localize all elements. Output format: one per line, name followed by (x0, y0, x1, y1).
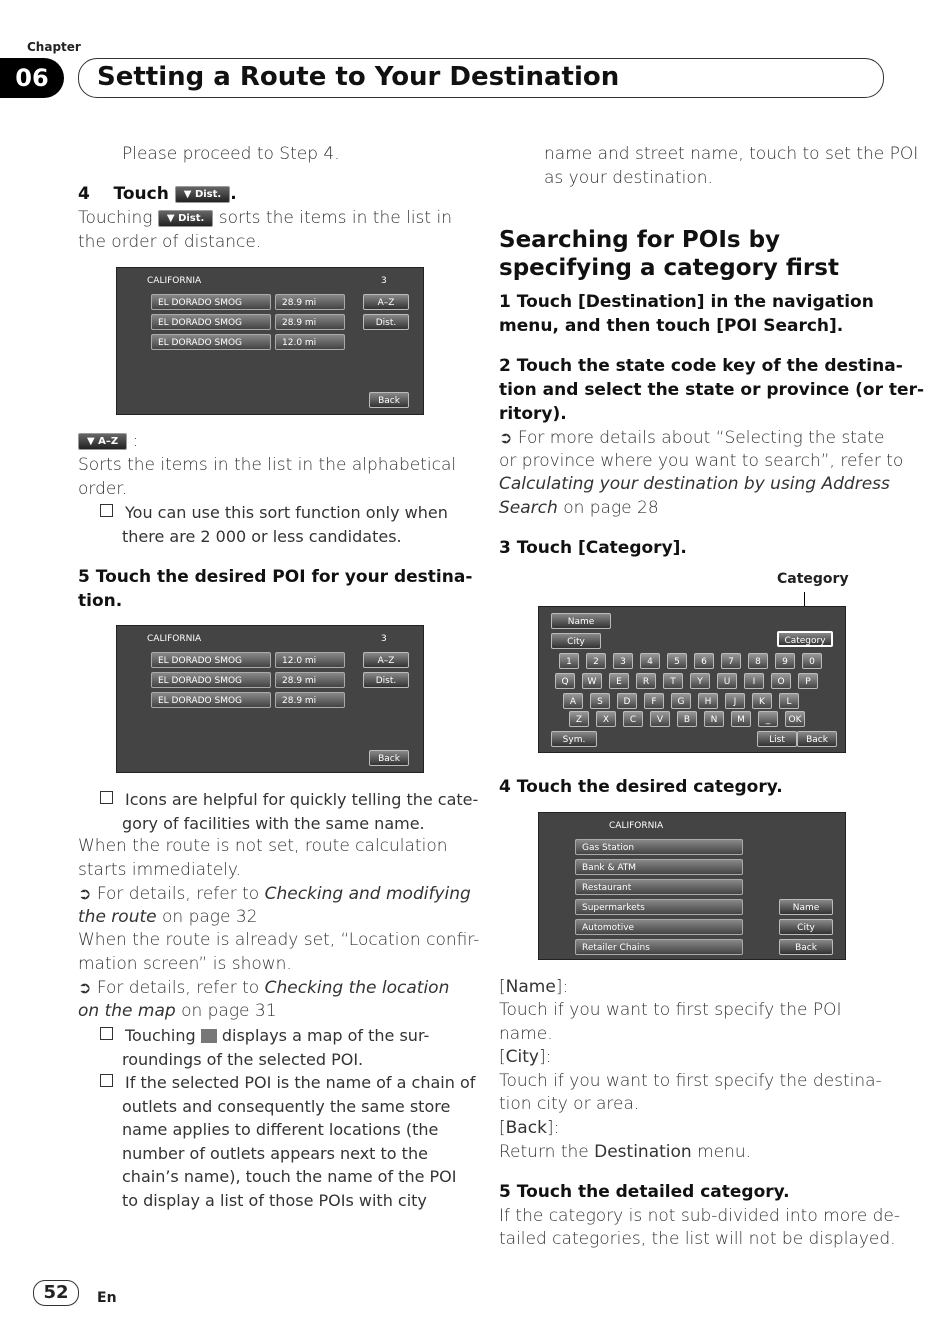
step4-heading: 4 Touch ▼ Dist. . (78, 184, 237, 204)
key: H (698, 693, 718, 709)
key: 5 (667, 653, 687, 669)
note1: You can use this sort function only when (100, 501, 448, 525)
key: 6 (694, 653, 714, 669)
key: F (644, 693, 664, 709)
page-title: Setting a Route to Your Destination (97, 62, 620, 92)
note2: Icons are helpful for quickly telling the cate- (100, 788, 478, 812)
key: Q (555, 673, 575, 689)
key: _ (758, 711, 778, 727)
key: B (677, 711, 697, 727)
key: E (609, 673, 629, 689)
map-icon (201, 1029, 217, 1043)
key: 7 (721, 653, 741, 669)
key: A (563, 693, 583, 709)
key: S (590, 693, 610, 709)
key: L (779, 693, 799, 709)
title-bar (78, 58, 884, 98)
category-callout: Category (777, 571, 849, 587)
key: Y (690, 673, 710, 689)
page-number: 52 (33, 1280, 79, 1306)
key: T (663, 673, 683, 689)
key: W (582, 673, 602, 689)
note4: If the selected POI is the name of a chain of (100, 1071, 475, 1095)
key: P (798, 673, 818, 689)
key: 8 (748, 653, 768, 669)
step4-text: Touching ▼ Dist. sorts the items in the list in (78, 208, 452, 228)
az-text: Sorts the items in the list in the alphabetical (78, 455, 457, 475)
key: OK (785, 711, 805, 727)
key: K (752, 693, 772, 709)
key: Z (569, 711, 589, 727)
language-label: En (97, 1290, 117, 1306)
keyboard-screen: Name City Category 1 2 3 4 5 6 7 8 9 0 Q W E R T Y U I O P A S D F G H J K L Z X C V B N M _ OK Sym. List Back (538, 606, 846, 753)
ref1: ➲ For details, refer to Checking and modifying (78, 884, 471, 904)
key: D (617, 693, 637, 709)
key: O (771, 673, 791, 689)
category-screen: CALIFORNIA Gas Station Bank & ATM Restaurant Supermarkets Automotive Retailer Chains Name City Back (538, 812, 846, 960)
key: 1 (559, 653, 579, 669)
key: 2 (586, 653, 606, 669)
proceed-text: Please proceed to Step 4. (122, 144, 340, 164)
poi-list-screen-1: CALIFORNIA 3 EL DORADO SMOG 28.9 mi EL DORADO SMOG 28.9 mi EL DORADO SMOG 12.0 mi A–Z Dist. Back (116, 267, 424, 415)
step4-text2: the order of distance. (78, 232, 262, 252)
key: 9 (775, 653, 795, 669)
section-heading: Searching for POIs by (499, 227, 781, 253)
note3: Touching displays a map of the sur- (100, 1024, 429, 1048)
chapter-label: Chapter (27, 40, 81, 54)
poi-list-screen-2: CALIFORNIA 3 EL DORADO SMOG 12.0 mi EL DORADO SMOG 28.9 mi EL DORADO SMOG 28.9 mi A–Z Dist. Back (116, 625, 424, 773)
step5-heading: 5 Touch the desired POI for your destina- (78, 567, 473, 587)
key: 0 (802, 653, 822, 669)
key: 4 (640, 653, 660, 669)
dist-button: ▼ Dist. (175, 186, 230, 203)
key: N (704, 711, 724, 727)
key: 3 (613, 653, 633, 669)
key: V (650, 711, 670, 727)
key: U (717, 673, 737, 689)
ref2: ➲ For details, refer to Checking the location (78, 978, 450, 998)
chapter-number: 06 (0, 58, 64, 98)
key: M (731, 711, 751, 727)
key: X (596, 711, 616, 727)
az-line: ▼ A–Z : (78, 430, 138, 454)
key: G (671, 693, 691, 709)
key: I (744, 673, 764, 689)
key: J (725, 693, 745, 709)
key: C (623, 711, 643, 727)
key: R (636, 673, 656, 689)
az-text2: order. (78, 479, 128, 499)
